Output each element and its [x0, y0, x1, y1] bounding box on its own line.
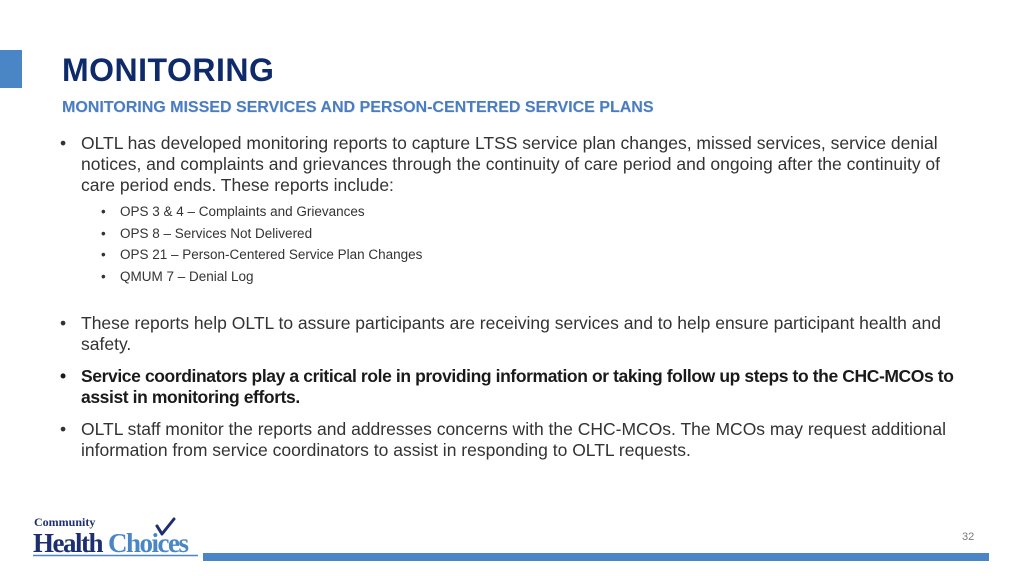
sub-bullet-marker: •: [101, 247, 106, 262]
logo-choices-text: Choices: [108, 528, 188, 558]
bullet-reports-help: [60, 313, 960, 355]
logo-health-text: Health: [33, 528, 102, 558]
sub-bullet-marker: •: [101, 204, 106, 219]
bullet-list: [60, 133, 960, 461]
bullet-service-coordinators-text: Service coordinators play a critical role in providing information or taking follow up steps to the CHC-MCOs to assist in monitoring efforts.: [81, 366, 954, 407]
bullet-marker: •: [60, 313, 67, 333]
community-healthchoices-logo: [33, 514, 198, 558]
logo-community-text: Community: [34, 515, 96, 529]
report-item: [81, 244, 960, 266]
bullet-reports-help-text: These reports help OLTL to assure participants are receiving services and to help ensure participant health and safety.: [81, 313, 941, 354]
report-item: [81, 201, 960, 223]
bullet-marker: •: [60, 133, 67, 153]
bullet-oltl-staff-text: OLTL staff monitor the reports and addresses concerns with the CHC-MCOs. The MCOs may request additional information from service coordinators to assist in responding to OLTL requests.: [81, 419, 946, 460]
slide-subtitle: MONITORING MISSED SERVICES AND PERSON-CENTERED SERVICE PLANS: [62, 99, 654, 116]
bullet-intro-text: OLTL has developed monitoring reports to capture LTSS service plan changes, missed services, service denial notices, and complaints and grievances through the continuity of care period and ongoing after the continuity of care period ends. These reports include:: [81, 133, 941, 195]
report-item-text: OPS 3 & 4 – Complaints and Grievances: [120, 204, 365, 219]
bullet-oltl-staff: [60, 419, 960, 461]
report-item: [81, 266, 960, 288]
bullet-marker: •: [60, 419, 67, 439]
sub-bullet-marker: •: [101, 268, 106, 284]
bullet-marker: •: [60, 366, 66, 386]
report-list: [81, 201, 960, 287]
report-item-text: OPS 8 – Services Not Delivered: [120, 225, 313, 241]
page-number: 32: [962, 531, 975, 543]
slide-title: MONITORING: [62, 52, 275, 88]
bullet-intro: [60, 133, 960, 287]
sub-bullet-marker: •: [101, 225, 106, 241]
bullet-service-coordinators: [60, 366, 960, 408]
report-item-text: QMUM 7 – Denial Log: [120, 268, 254, 284]
report-item-text: OPS 21 – Person-Centered Service Plan Changes: [120, 247, 423, 262]
report-item: [81, 223, 960, 245]
footer-bar: [203, 553, 989, 561]
title-accent-bar: [0, 50, 22, 88]
slide-body: [60, 133, 960, 461]
